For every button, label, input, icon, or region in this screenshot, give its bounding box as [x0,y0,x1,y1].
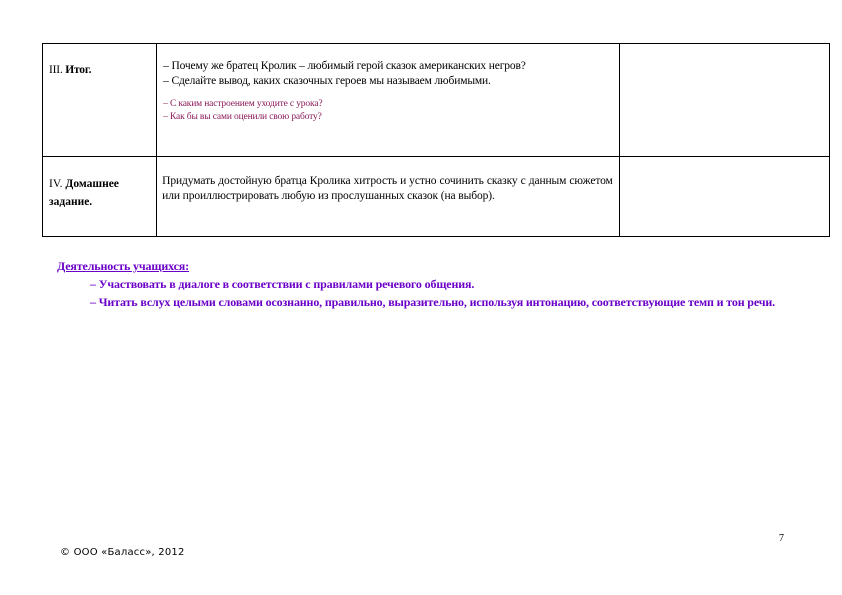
stage-name-line-2: задание. [49,196,93,208]
stage-label [43,157,156,211]
table-row [43,157,830,237]
reflection-question-2: – Как бы вы сами оценили свою работу? [163,112,322,122]
content-cell [157,157,620,237]
notes-cell [619,44,829,157]
student-activity [57,257,787,311]
stage-name: Итог. [65,64,92,76]
stage-number: IV. [49,178,63,190]
notes-cell [619,157,829,237]
stage-number: III. [49,64,63,76]
content-cell [157,44,620,157]
lesson-table [42,43,830,237]
homework-text: Придумать достойную братца Кролика хитрость и устно сочинить сказку с данным сюжетом или проиллюстрировать любую из прослушанных сказок (на выбор). [162,175,613,202]
reflection-question-1: – С каким настроением уходите с урока? [163,99,323,109]
activity-item-2: – Читать вслух целыми словами осознанно, правильно, выразительно, используя интонацию, соответствующие темп и тон речи. [90,295,775,309]
stage-name-line-1: Домашнее [65,178,119,190]
activity-title: Деятельность учащихся: [57,259,189,273]
stage-label [43,44,156,79]
page-number: 7 [779,533,784,544]
question-2: – Сделайте вывод, каких сказочных героев мы называем любимыми. [163,75,491,87]
copyright-footer: © ООО «Баласс», 2012 [60,547,185,558]
question-1: – Почему же братец Кролик – любимый герой сказок американских негров? [163,60,526,72]
stage-cell [43,44,157,157]
stage-cell [43,157,157,237]
activity-item-1: – Участвовать в диалоге в соответствии с правилами речевого общения. [90,277,475,291]
questions-block [157,44,619,124]
table-row [43,44,830,157]
